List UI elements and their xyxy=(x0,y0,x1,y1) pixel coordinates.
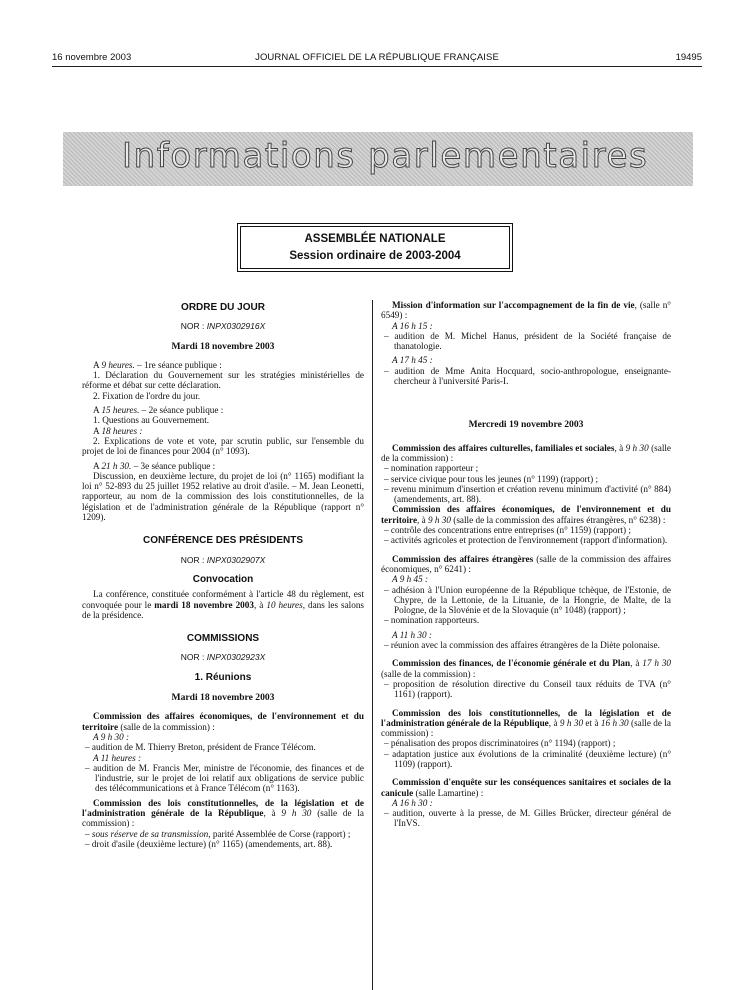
agenda-item: – service civique pour tous les jeunes (n° 1199) (rapport) ; xyxy=(384,473,599,484)
agenda-item: Discussion, en deuxième lecture, du projet de loi (n° 1165) modifiant la loi n° 52-893 du 25 juillet 1952 relative au droit d'asile. – M. Jean Leonetti, rapporteur, au nom de la commission des lois constitutionnelles, de la législation et de l'administration générale de la République (rapport n° 1209). xyxy=(82,470,364,523)
convoc-time: 10 heures xyxy=(266,599,303,610)
header-rule xyxy=(52,66,702,67)
commission-room: (salle de la commission) : xyxy=(381,668,476,679)
commission-name: Commission des lois constitutionnelles, de la législation et de l'administration générale de la République xyxy=(381,707,671,728)
nor-label: NOR : xyxy=(180,554,207,565)
commission-room: (salle Lamartine) : xyxy=(413,787,484,798)
agenda-item: – adaptation justice aux évolutions de la criminalité (deuxième lecture) (n° 1109) (rapport). xyxy=(384,748,671,769)
agenda-time-text: A 9 h 45 : xyxy=(392,574,429,585)
convoc-part: La conférence, constituée conformément à l'article 48 du règlement, est convoquée pour le xyxy=(82,589,364,610)
nor-code: INPX0302907X xyxy=(206,554,266,565)
commission-room: (salle de la commission) : xyxy=(381,442,671,463)
header-journal-title: JOURNAL OFFICIEL DE LA RÉPUBLIQUE FRANÇAISE xyxy=(255,52,499,63)
commission-sep: , à xyxy=(614,442,626,453)
commission-time: 17 h 30 xyxy=(642,658,672,669)
commission-name: Commission des lois constitutionnelles, de la législation et de l'administration générale de la République xyxy=(82,797,364,818)
commission-name: Commission des affaires culturelles, familiales et sociales xyxy=(392,442,615,453)
commission-entry xyxy=(381,504,671,525)
commission-entry xyxy=(381,777,671,798)
seance-time: 18 heures : xyxy=(101,425,143,436)
convocation-title: Convocation xyxy=(192,573,254,585)
nor-code: INPX0302916X xyxy=(206,321,266,332)
commission-room: (salle de la commission des affaires étrangères, n° 6238) : xyxy=(450,514,666,525)
convoc-part: , dans les salons de la présidence. xyxy=(82,599,364,620)
seance-2: A 15 heures. – 2e séance publique : xyxy=(93,405,224,416)
commission-room: (salle de la commission) : xyxy=(82,807,365,829)
assembly-title: ASSEMBLÉE NATIONALE xyxy=(304,233,446,245)
commission-entry xyxy=(82,711,364,732)
agenda-time-text: A 16 h 30 : xyxy=(392,797,433,808)
column-divider xyxy=(372,300,373,990)
commission-sep: , à xyxy=(263,807,282,818)
commission-entry xyxy=(381,708,671,739)
session-title: Session ordinaire de 2003-2004 xyxy=(289,250,461,262)
agenda-item: 1. Questions au Gouvernement. xyxy=(93,415,210,426)
commission-time: 9 h 30 xyxy=(281,807,312,818)
section-banner xyxy=(63,132,693,186)
commission-entry xyxy=(381,443,671,464)
commission-name: Commission d'enquête sur les conséquences sanitaires et sociales de la canicule xyxy=(381,777,671,798)
seance-label: – 3e séance publique : xyxy=(131,460,216,471)
commission-name: Commission des affaires étrangères xyxy=(392,553,534,564)
agenda-time: A 18 heures : xyxy=(93,425,143,436)
agenda-time-text: A 9 h 30 : xyxy=(93,731,130,742)
agenda-item xyxy=(82,829,364,839)
agenda-item: 2. Explications de vote et vote, par scrutin public, sur l'ensemble du projet de loi de finances pour 2004 (n° 1093). xyxy=(82,435,364,457)
commissions-nor xyxy=(82,652,364,662)
commission-entry xyxy=(381,658,671,679)
agenda-item: – revenu minimum d'insertion et création revenu minimum d'activité (n° 884) (amendements, art. 88). xyxy=(384,483,671,505)
agenda-item: – audition, ouverte à la presse, de M. Gilles Brücker, directeur général de l'InVS. xyxy=(384,808,671,829)
commission-sep: , à xyxy=(417,514,429,525)
seance-time: 21 h 30. xyxy=(101,460,132,471)
agenda-item: – pénalisation des propos discriminatoires (n° 1194) (rapport) ; xyxy=(384,738,616,749)
commission-sep: , à xyxy=(548,717,560,728)
wednesday-date: Mercredi 19 novembre 2003 xyxy=(468,419,584,431)
header-page-number: 19495 xyxy=(675,52,702,63)
conference-nor xyxy=(82,555,364,565)
assembly-box xyxy=(240,226,510,269)
commission-time: 9 h 30 xyxy=(559,717,584,728)
ordre-date: Mardi 18 novembre 2003 xyxy=(171,340,275,352)
agenda-time-text: A 11 h 30 : xyxy=(392,629,432,640)
nor-label: NOR : xyxy=(180,652,207,663)
commission-entry xyxy=(381,554,671,575)
seance-1: A 9 heures. – 1re séance publique : xyxy=(93,359,222,370)
agenda-time xyxy=(82,753,364,763)
banner-title: Informations parlementaires xyxy=(122,136,649,176)
agenda-time-text: A 17 h 45 : xyxy=(392,355,433,366)
agenda-item: – audition de M. Thierry Breton, président de France Télécom. xyxy=(85,742,316,753)
agenda-time xyxy=(82,732,364,742)
agenda-item: – nomination rapporteur ; xyxy=(384,463,479,474)
header-date: 16 novembre 2003 xyxy=(52,52,132,63)
dash: – xyxy=(85,828,92,839)
agenda-item: – proposition de résolution directive du Conseil taux réduits de TVA (n° 1161) (rapport). xyxy=(384,678,671,700)
ordre-du-jour-title: ORDRE DU JOUR xyxy=(181,302,265,313)
left-column xyxy=(82,300,364,849)
seance-time: 15 heures. xyxy=(101,405,140,416)
commission-room: (salle de la commission) : xyxy=(381,717,671,739)
seance-3: A 21 h 30. – 3e séance publique : xyxy=(93,460,216,471)
convoc-part: , à xyxy=(253,599,267,610)
convoc-date: mardi 18 novembre 2003 xyxy=(154,599,254,610)
commission-name: Commission des finances, de l'économie générale et du Plan xyxy=(392,658,631,669)
agenda-time-text: A 16 h 15 : xyxy=(392,320,433,331)
commission-entry xyxy=(82,798,364,829)
agenda-item: 2. Fixation de l'ordre du jour. xyxy=(93,390,201,401)
nor-code: INPX0302923X xyxy=(206,652,266,663)
commission-entry xyxy=(381,300,671,321)
agenda-time xyxy=(381,574,671,584)
commission-room: (salle de la commission des affaires économiques, n° 6241) : xyxy=(381,553,671,574)
agenda-time xyxy=(381,798,671,808)
commission-name: Mission d'information sur l'accompagnement de la fin de vie xyxy=(392,300,635,310)
agenda-item: – audition de M. Michel Hanus, président de la Société française de thanatologie. xyxy=(384,330,671,352)
seance-time: 9 heures. xyxy=(101,359,135,370)
agenda-time xyxy=(381,630,671,640)
seance-label: – 1re séance publique : xyxy=(134,359,222,370)
item-text: , parité Assemblée de Corse (rapport) ; xyxy=(208,828,351,839)
seance-label: – 2e séance publique : xyxy=(139,405,224,416)
right-column xyxy=(381,300,671,829)
agenda-item: – contrôle des concentrations entre entreprises (n° 1159) (rapport) ; xyxy=(384,525,631,536)
commission-name: Commission des affaires économiques, de l'environnement et du territoire xyxy=(381,504,671,525)
commission-time: 16 h 30 xyxy=(600,717,629,728)
commission-time: 9 h 30 xyxy=(428,514,451,525)
conference-title: CONFÉRENCE DES PRÉSIDENTS xyxy=(142,535,304,547)
agenda-item: 1. Déclaration du Gouvernement sur les stratégies ministérielles de réforme et débat sur cette déclaration. xyxy=(82,370,364,391)
nor-label: NOR : xyxy=(180,321,207,332)
agenda-item: – droit d'asile (deuxième lecture) (n° 1165) (amendements, art. 88). xyxy=(85,838,333,849)
agenda-item: – audition de Mme Anita Hocquard, socio-anthropologue, enseignante-chercheur à l'université Paris-I. xyxy=(384,365,671,387)
agenda-item: – adhésion à l'Union européenne de la République tchèque, de l'Estonie, de Chypre, de la Lettonie, de la Lituanie, de la Hongrie, de Malte, de la Pologne, de la Slovénie et de la Slovaquie (n° 1048) (rapport) ; xyxy=(384,584,671,616)
reunions-title: 1. Réunions xyxy=(194,671,252,683)
ordre-nor xyxy=(82,321,364,331)
commission-sep: et à xyxy=(583,717,601,728)
agenda-item: – activités agricoles et protection de l'environnement (rapport d'information). xyxy=(384,535,668,546)
reunions-date: Mardi 18 novembre 2003 xyxy=(171,692,275,704)
commission-name: Commission des affaires économiques, de l'environnement et du territoire xyxy=(82,711,364,732)
agenda-item: – réunion avec la commission des affaires étrangères de la Diète polonaise. xyxy=(384,640,660,651)
commission-time: 9 h 30 xyxy=(625,442,649,453)
commission-room: (salle de la commission) : xyxy=(118,721,215,732)
agenda-time xyxy=(381,321,671,331)
agenda-time-text: A 11 heures : xyxy=(93,752,142,763)
convocation-text xyxy=(82,589,364,620)
agenda-item: – nomination rapporteurs. xyxy=(384,615,480,626)
commission-sep: , à xyxy=(630,658,643,669)
agenda-time xyxy=(381,355,671,365)
commissions-title: COMMISSIONS xyxy=(186,633,260,645)
italic-note: sous réserve de sa transmission xyxy=(91,828,209,839)
agenda-item: – audition de M. Francis Mer, ministre de l'économie, des finances et de l'industrie, sur le projet de loi relatif aux obligations de service public des télécommunications et à France Télécom (n° 1163). xyxy=(85,762,364,794)
page-header xyxy=(52,50,702,66)
commission-room: , (salle n° 6549) : xyxy=(381,300,671,321)
